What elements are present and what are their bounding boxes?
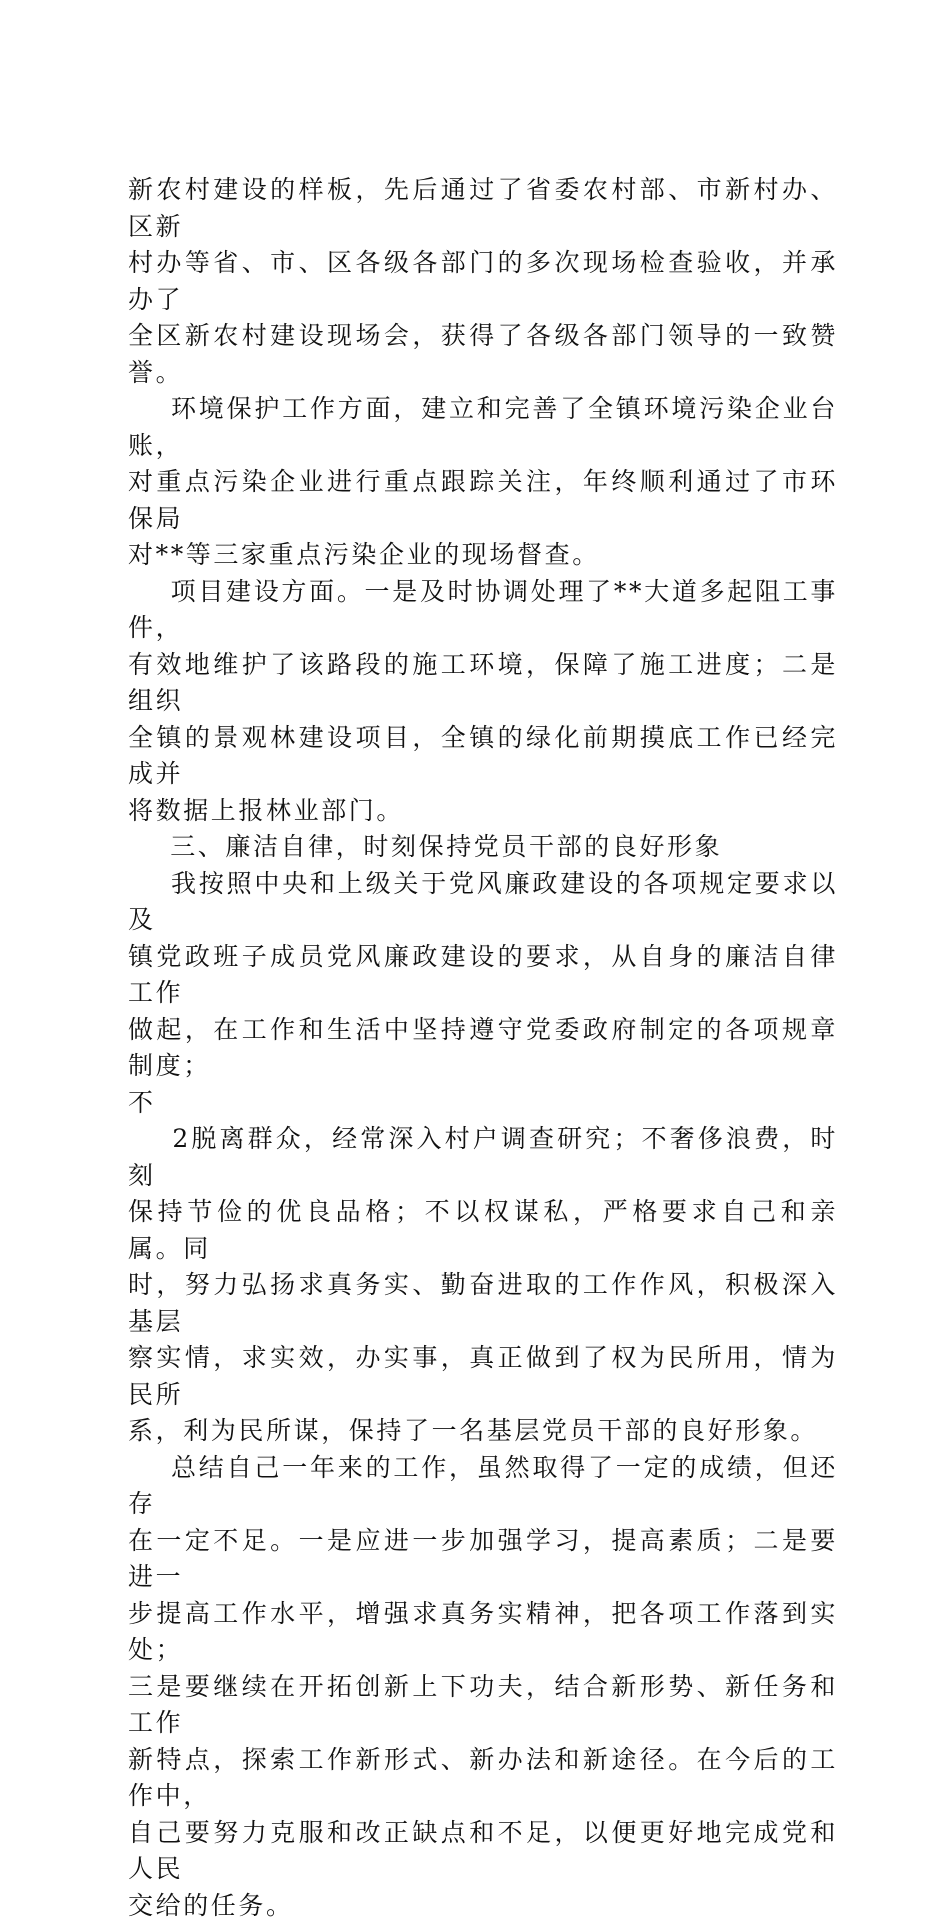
paragraph-integrity-continued: 2脱离群众，经常深入村户调查研究；不奢侈浪费，时刻 保持节俭的优良品格；不以权谋私，严格要求自己和亲属。同 时，努力弘扬求真务实、勤奋进取的工作作风，积极深入基层 察实情，求实效，办实事，真正做到了权为民所用，情为民所 系，利为民所谋，保持了一名基层党员干部的良好形象。 (128, 1121, 838, 1450)
paragraph-projects: 项目建设方面。一是及时协调处理了**大道多起阻工事件， 有效地维护了该路段的施工环境，保障了施工进度；二是组织 全镇的景观林建设项目，全镇的绿化前期摸底工作已经完成并 将数据上报林业部门。 (128, 574, 838, 830)
document-body (128, 172, 838, 1924)
paragraph-environment: 环境保护工作方面，建立和完善了全镇环境污染企业台账， 对重点污染企业进行重点跟踪关注，年终顺利通过了市环保局 对**等三家重点污染企业的现场督查。 (128, 391, 838, 574)
section-heading-integrity: 三、廉洁自律，时刻保持党员干部的良好形象 (128, 829, 838, 866)
paragraph-new-village: 新农村建设的样板，先后通过了省委农村部、市新村办、区新 村办等省、市、区各级各部门的多次现场检查验收，并承办了 全区新农村建设现场会，获得了各级各部门领导的一致赞誉。 (128, 172, 838, 391)
paragraph-integrity: 我按照中央和上级关于党风廉政建设的各项规定要求以及 镇党政班子成员党风廉政建设的要求，从自身的廉洁自律工作 做起，在工作和生活中坚持遵守党委政府制定的各项规章制度； 不 (128, 866, 838, 1122)
paragraph-summary: 总结自己一年来的工作，虽然取得了一定的成绩，但还存 在一定不足。一是应进一步加强学习，提高素质；二是要进一 步提高工作水平，增强求真务实精神，把各项工作落到实处； 三是要继续在开拓创新上下功夫，结合新形势、新任务和工作 新特点，探索工作新形式、新办法和新途径。在今后的工作中， 自己要努力克服和改正缺点和不足，以便更好地完成党和人民 交给的任务。 (128, 1450, 838, 1924)
